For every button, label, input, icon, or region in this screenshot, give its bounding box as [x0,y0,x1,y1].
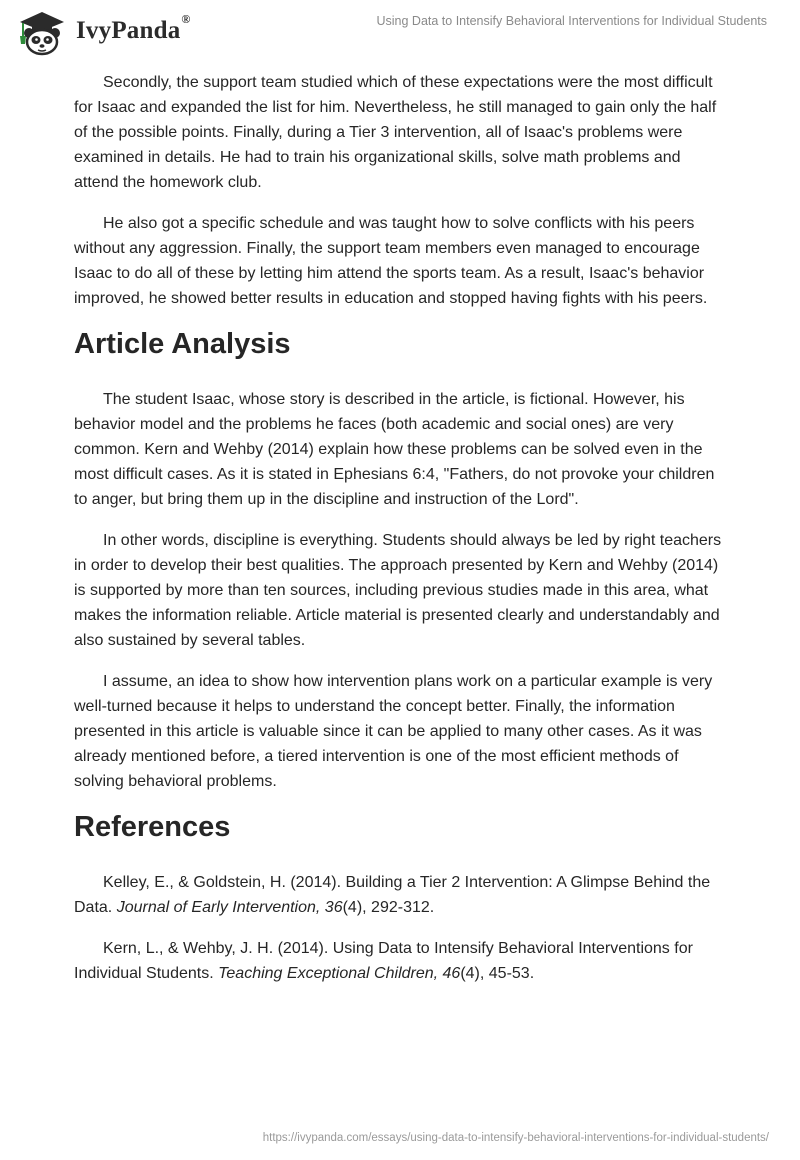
reference-journal: Teaching Exceptional Children, 46 [218,965,461,982]
registered-mark: ® [181,11,191,26]
section-heading-references: References [74,811,231,843]
reference-entry [74,936,724,986]
body-paragraph: Secondly, the support team studied which of these expectations were the most difficult for Isaac and expanded the list for him. Nevertheless, he still managed to gain only the half of the possible points. Finally, during a Tier 3 intervention, all of Isaac's problems were examined in details. He had to train his organizational skills, solve math problems and attend the homework club. [74,74,717,191]
body-paragraph: He also got a specific schedule and was taught how to solve conflicts with his peers without any aggression. Finally, the support team members even managed to encourage Isaac to do all of these by letting him attend the sports team. As a result, Isaac's behavior improved, he showed better results in education and stopped having fights with his peers. [74,215,708,307]
essay-body [74,70,724,1002]
panda-graduation-cap-logo-icon [14,6,70,56]
reference-details: (4), 45-53. [460,965,535,982]
brand-name: IvyPanda® [76,11,191,44]
section-heading-article-analysis: Article Analysis [74,328,291,360]
brand-logo[interactable] [14,6,191,56]
reference-details: (4), 292-312. [342,899,435,916]
page-header [0,0,800,64]
reference-journal: Journal of Early Intervention, 36 [116,899,343,916]
reference-entry [74,870,724,920]
reference-authors-title: Kern, L., & Wehby, J. H. (2014). Using Data to Intensify Behavioral Interventions for Individual Students. [74,940,693,982]
reference-authors-title: Kelley, E., & Goldstein, H. (2014). Building a Tier 2 Intervention: A Glimpse Behind the Data. [74,874,711,916]
body-paragraph: I assume, an idea to show how intervention plans work on a particular example is very well-turned because it helps to understand the concept better. Finally, the information presented in this article is valuable since it can be applied to many other cases. As it was already mentioned before, a tiered intervention is one of the most efficient methods of solving behavioral problems. [74,673,713,790]
body-paragraph: The student Isaac, whose story is described in the article, is fictional. However, his behavior model and the problems he faces (both academic and social ones) are very common. Kern and Wehby (2014) explain how these problems can be solved even in the most difficult cases. As it is stated in Ephesians 6:4, "Fathers, do not provoke your children to anger, but bring them up in the discipline and instruction of the Lord". [74,391,715,508]
source-url[interactable]: https://ivypanda.com/essays/using-data-to-intensify-behavioral-interventions-for-individual-students/ [262,1132,769,1144]
body-paragraph: In other words, discipline is everything. Students should always be led by right teachers in order to develop their best qualities. The approach presented by Kern and Wehby (2014) is supported by more than ten sources, including previous studies made in this area, what makes the information reliable. Article material is presented clearly and understandably and also sustained by several tables. [74,532,722,649]
document-title: Using Data to Intensify Behavioral Interventions for Individual Students [376,14,767,28]
